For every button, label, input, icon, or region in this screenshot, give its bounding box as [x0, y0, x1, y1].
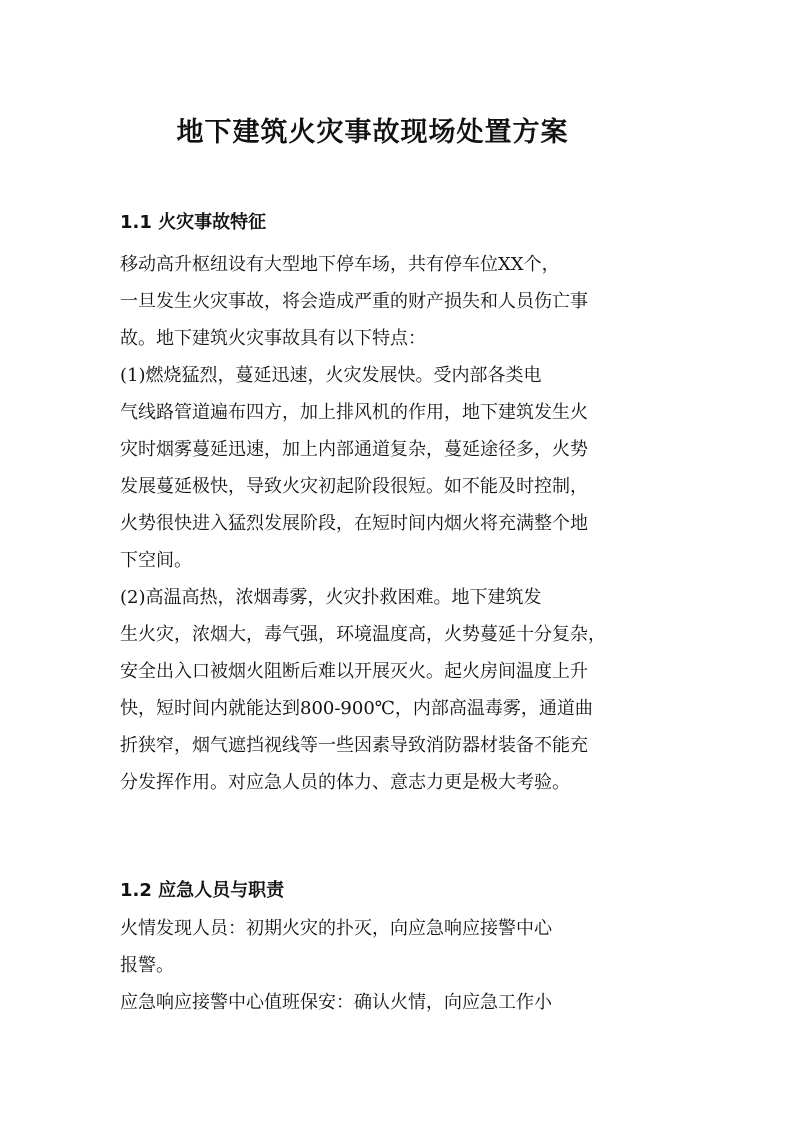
- text-line: 应急响应接警中心值班保安：确认火情，向应急工作小: [120, 992, 552, 1013]
- section-heading-1-2: 1.2 应急人员与职责: [120, 880, 285, 901]
- text-line: 快，短时间内就能达到800-900℃，内部高温毒雾，通道曲: [120, 698, 593, 719]
- text-line: 移动高升枢纽设有大型地下停车场，共有停车位XX个，: [120, 254, 560, 275]
- text-line: 安全出入口被烟火阻断后难以开展灭火。起火房间温度上升: [120, 661, 588, 682]
- text-line: 发展蔓延极快，导致火灾初起阶段很短。如不能及时控制，: [120, 476, 588, 497]
- text-line: 火情发现人员：初期火灾的扑灭，向应急响应接警中心: [120, 918, 552, 939]
- text-line: 一旦发生火灾事故，将会造成严重的财产损失和人员伤亡事: [120, 291, 588, 312]
- section-body-1-2: [120, 910, 680, 1021]
- section-heading-1-1: 1.1 火灾事故特征: [120, 212, 267, 233]
- text-line: 气线路管道遍布四方，加上排风机的作用，地下建筑发生火: [120, 402, 588, 423]
- text-line: 火势很快进入猛烈发展阶段，在短时间内烟火将充满整个地: [120, 513, 588, 534]
- text-line: 折狭窄，烟气遮挡视线等一些因素导致消防器材装备不能充: [120, 735, 588, 756]
- text-line: 灾时烟雾蔓延迅速，加上内部通道复杂，蔓延途径多，火势: [120, 439, 588, 460]
- text-line: 下空间。: [120, 550, 192, 571]
- text-line: 生火灾，浓烟大，毒气强，环境温度高，火势蔓延十分复杂，: [120, 624, 606, 645]
- text-line: 报警。: [120, 955, 174, 976]
- text-line: 分发挥作用。对应急人员的体力、意志力更是极大考验。: [120, 772, 570, 793]
- text-line: (1)燃烧猛烈，蔓延迅速，火灾发展快。受内部各类电: [120, 365, 542, 386]
- section-body-1-1: [120, 246, 680, 801]
- text-line: (2)高温高热，浓烟毒雾，火灾扑救困难。地下建筑发: [120, 587, 542, 608]
- text-line: 故。地下建筑火灾事故具有以下特点：: [120, 328, 426, 349]
- page-title: 地下建筑火灾事故现场处置方案: [176, 117, 569, 148]
